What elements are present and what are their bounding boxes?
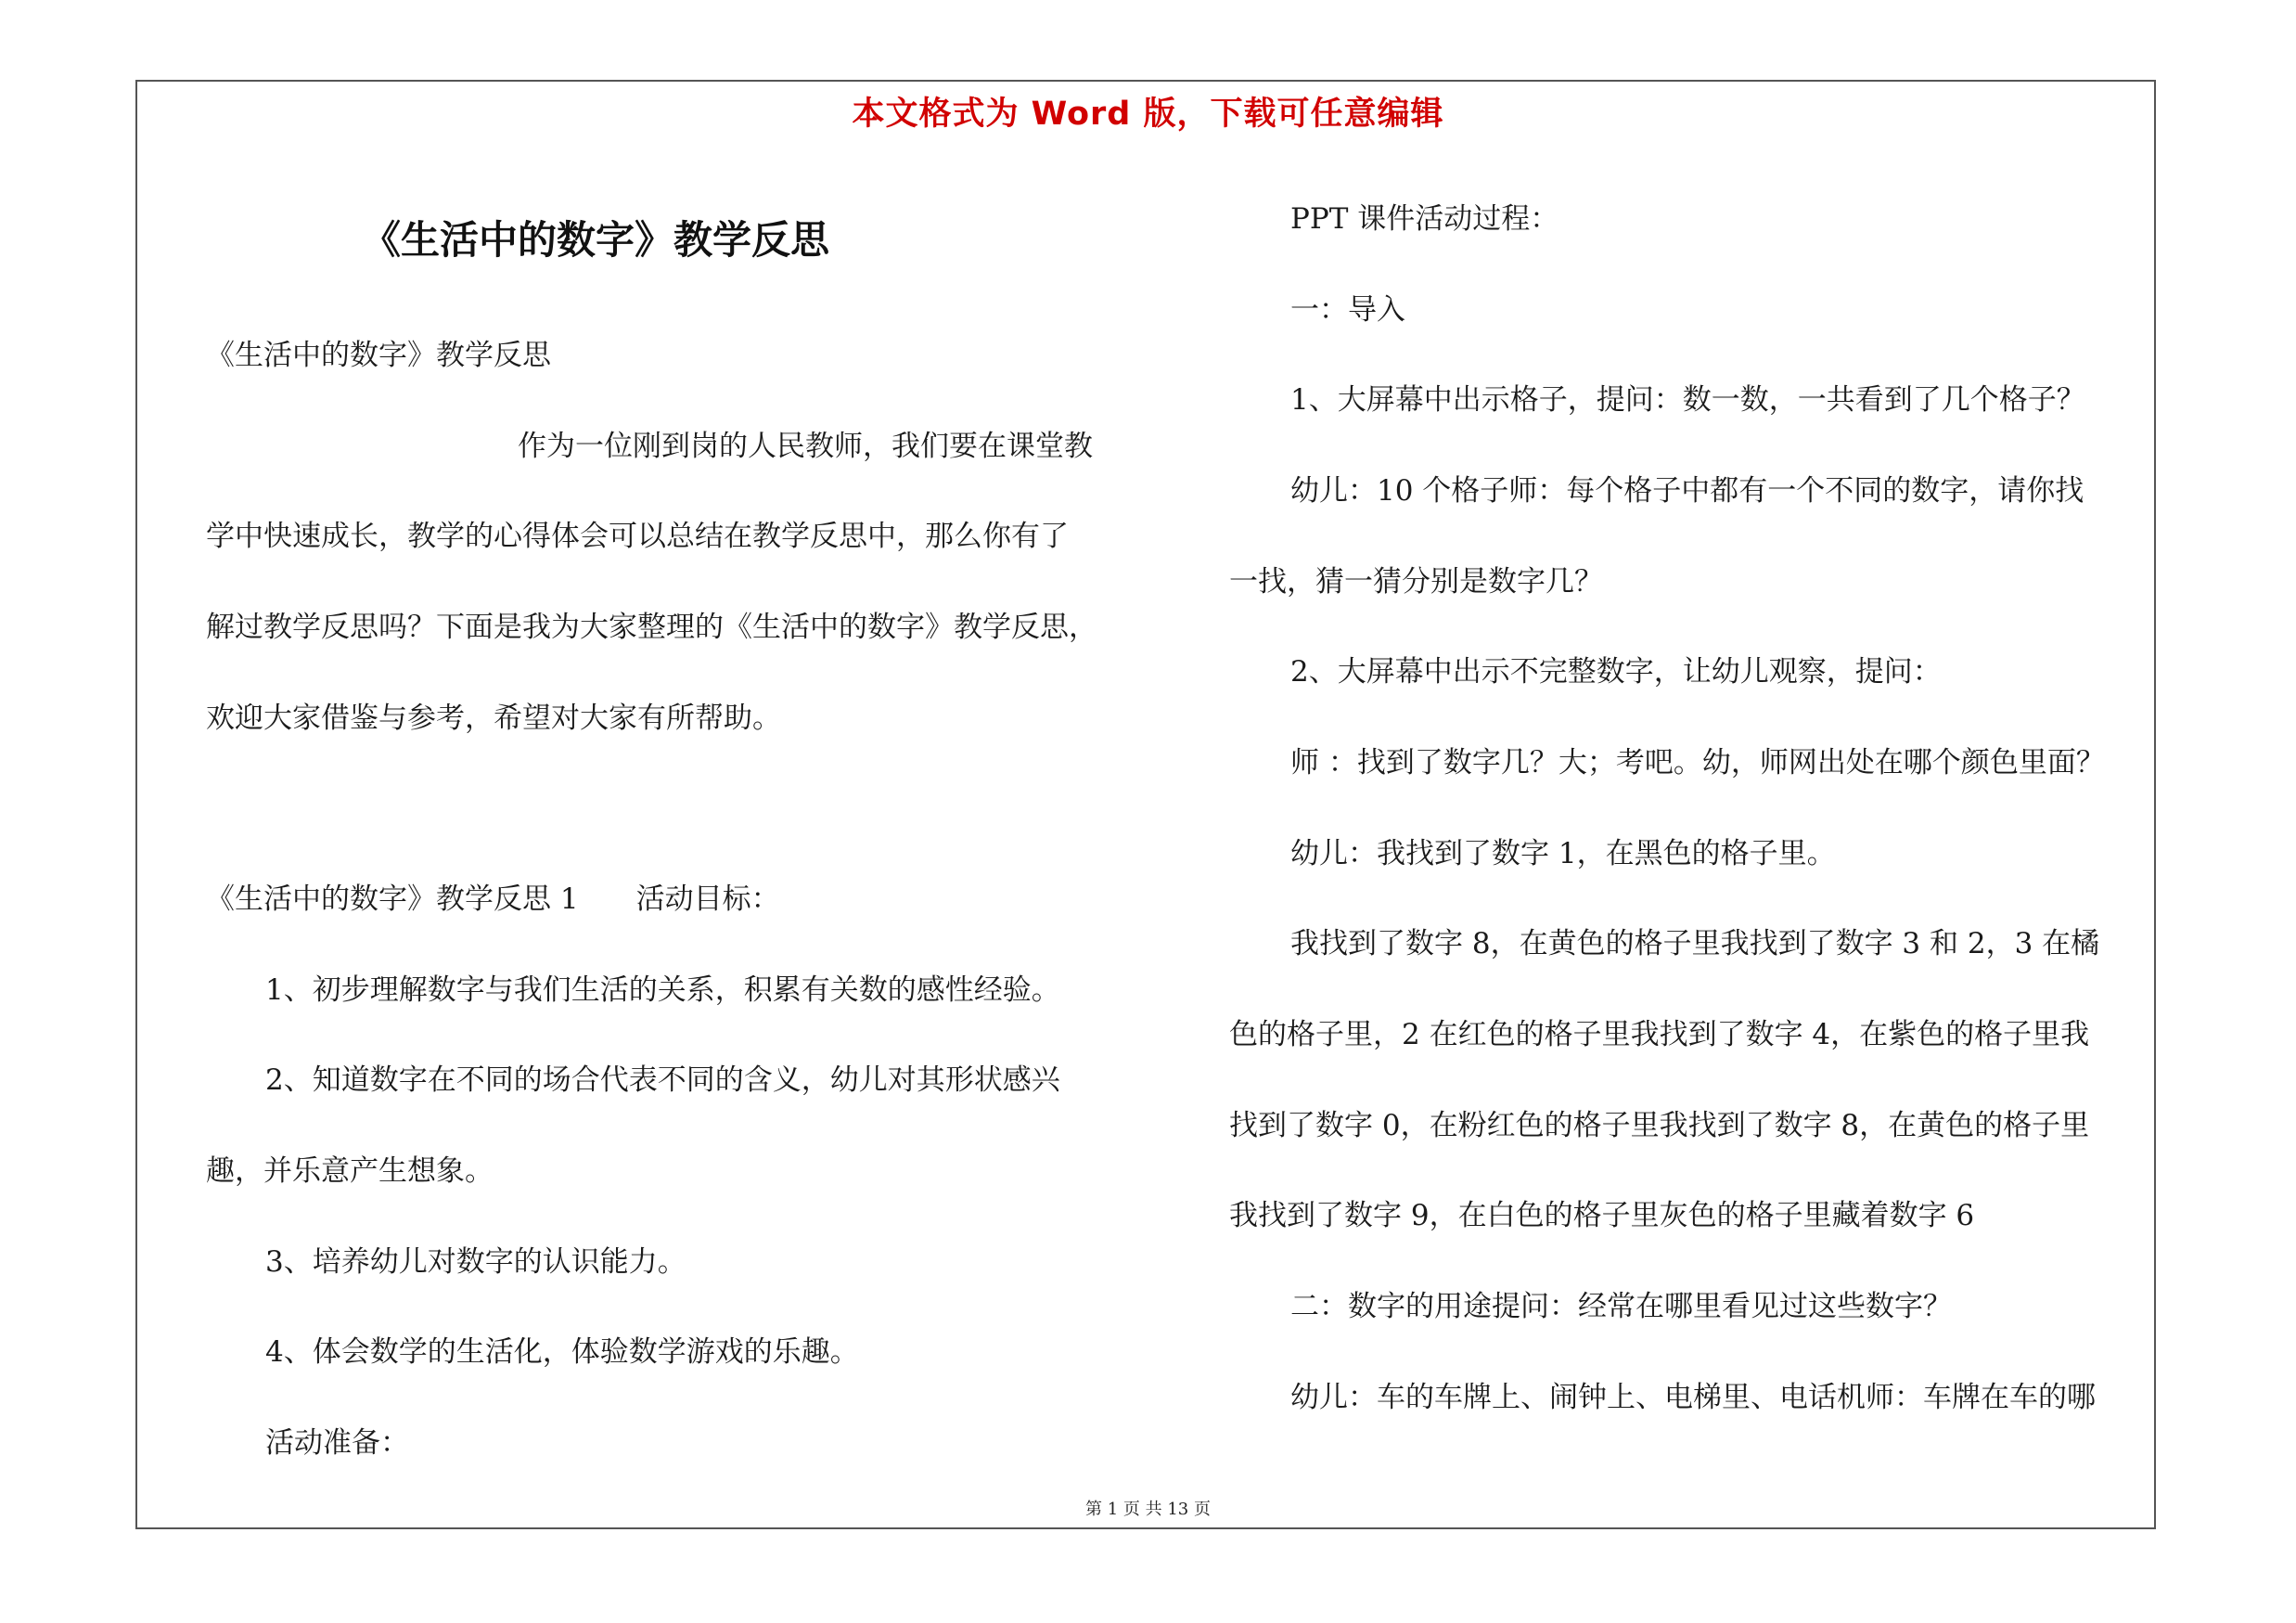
right-line: 一：导入 (1290, 293, 1405, 327)
page-number-footer: 第 1 页 共 13 页 (1085, 1500, 1211, 1519)
left-line: 《生活中的数字》教学反思 (206, 339, 551, 372)
left-line: 欢迎大家借鉴与参考，希望对大家有所帮助。 (206, 702, 781, 735)
left-line: 学中快速成长，教学的心得体会可以总结在教学反思中，那么你有了 (206, 520, 1069, 553)
right-line: 2、大屏幕中出示不完整数字，让幼儿观察，提问： (1290, 655, 1942, 689)
left-line: 解过教学反思吗？下面是我为大家整理的《生活中的数字》教学反思， (206, 611, 1097, 644)
right-line: 一找，猜一猜分别是数字几？ (1229, 565, 1603, 599)
left-line: 2、知道数字在不同的场合代表不同的含义，幼儿对其形状感兴 (265, 1063, 1060, 1097)
left-line: 3、培养幼儿对数字的认识能力。 (265, 1245, 686, 1279)
left-line: 作为一位刚到岗的人民教师，我们要在课堂教 (518, 430, 1093, 463)
right-line: 我找到了数字 8，在黄色的格子里我找到了数字 3 和 2，3 在橘 (1290, 927, 2100, 960)
left-line: 4、体会数学的生活化，体验数学游戏的乐趣。 (265, 1335, 859, 1369)
right-line: 幼儿：车的车牌上、闹钟上、电梯里、电话机师：车牌在车的哪 (1290, 1381, 2096, 1414)
right-line: 幼儿：我找到了数字 1，在黑色的格子里。 (1290, 837, 1836, 870)
left-line: 趣，并乐意产生想象。 (206, 1154, 494, 1188)
right-line: PPT 课件活动过程： (1290, 202, 1559, 236)
right-line: 师 ：找到了数字几？大；考吧。幼，师网出处在哪个颜色里面？ (1290, 746, 2105, 779)
right-line: 二：数字的用途提问：经常在哪里看见过这些数字？ (1290, 1290, 1952, 1323)
right-line: 找到了数字 0，在粉红色的格子里我找到了数字 8，在黄色的格子里 (1229, 1109, 2090, 1142)
format-banner: 本文格式为 Word 版，下载可任意编辑 (852, 96, 1444, 133)
left-line: 活动准备： (265, 1426, 409, 1460)
right-line: 色的格子里，2 在红色的格子里我找到了数字 4，在紫色的格子里我 (1229, 1018, 2090, 1051)
left-line: 1、初步理解数字与我们生活的关系，积累有关数的感性经验。 (265, 973, 1060, 1007)
right-line: 幼儿：10 个格子师：每个格子中都有一个不同的数字，请你找 (1290, 474, 2084, 508)
left-line: 《生活中的数字》教学反思 1 活动目标： (206, 882, 780, 916)
right-line: 1、大屏幕中出示格子，提问：数一数，一共看到了几个格子？ (1290, 383, 2085, 417)
document-title: 《生活中的数字》教学反思 (362, 217, 830, 263)
right-line: 我找到了数字 9，在白色的格子里灰色的格子里藏着数字 6 (1229, 1199, 1975, 1232)
